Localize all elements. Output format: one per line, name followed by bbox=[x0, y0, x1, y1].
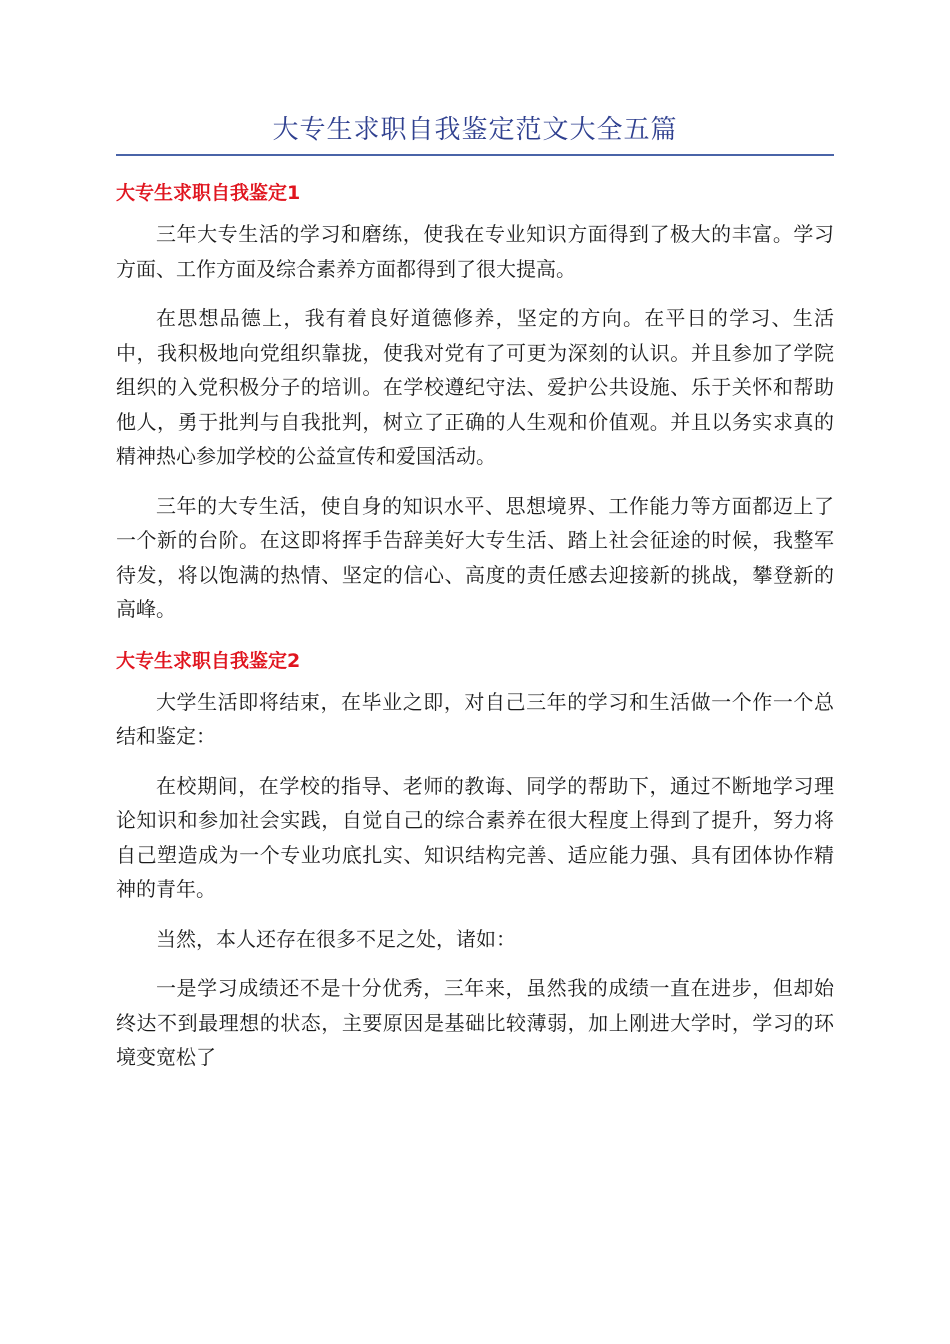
paragraph: 一是学习成绩还不是十分优秀，三年来，虽然我的成绩一直在进步，但却始终达不到最理想的状态，主要原因是基础比较薄弱，加上刚进大学时，学习的环境变宽松了 bbox=[116, 976, 834, 1069]
paragraph: 三年的大专生活，使自身的知识水平、思想境界、工作能力等方面都迈上了一个新的台阶。在这即将挥手告辞美好大专生活、踏上社会征途的时候，我整军待发，将以饱满的热情、坚定的信心、高度的责任感去迎接新的挑战，攀登新的高峰。 bbox=[116, 493, 834, 621]
document-title: 大专生求职自我鉴定范文大全五篇 bbox=[116, 110, 834, 156]
paragraph: 大学生活即将结束，在毕业之即，对自己三年的学习和生活做一个作一个总结和鉴定： bbox=[116, 689, 834, 748]
paragraph: 三年大专生活的学习和磨练，使我在专业知识方面得到了极大的丰富。学习方面、工作方面及综合素养方面都得到了很大提高。 bbox=[116, 222, 834, 281]
section-heading: 大专生求职自我鉴定2 bbox=[116, 649, 301, 672]
document-page bbox=[116, 110, 834, 1075]
section-heading: 大专生求职自我鉴定1 bbox=[116, 182, 301, 204]
paragraph: 在思想品德上，我有着良好道德修养，坚定的方向。在平日的学习、生活中，我积极地向党组织靠拢，使我对党有了可更为深刻的认识。并且参加了学院组织的入党积极分子的培训。在学校遵纪守法、爱护公共设施、乐于关怀和帮助他人，勇于批判与自我批判，树立了正确的人生观和价值观。并且以务实求真的精神热心参加学校的公益宣传和爱国活动。 bbox=[116, 306, 834, 468]
section-1 bbox=[116, 179, 834, 627]
paragraph: 在校期间，在学校的指导、老师的教诲、同学的帮助下，通过不断地学习理论知识和参加社会实践，自觉自己的综合素养在很大程度上得到了提升，努力将自己塑造成为一个专业功底扎实、知识结构完善、适应能力强、具有团体协作精神的青年。 bbox=[116, 773, 834, 901]
paragraph: 当然，本人还存在很多不足之处，诸如： bbox=[156, 926, 516, 951]
section-2 bbox=[116, 647, 834, 1075]
